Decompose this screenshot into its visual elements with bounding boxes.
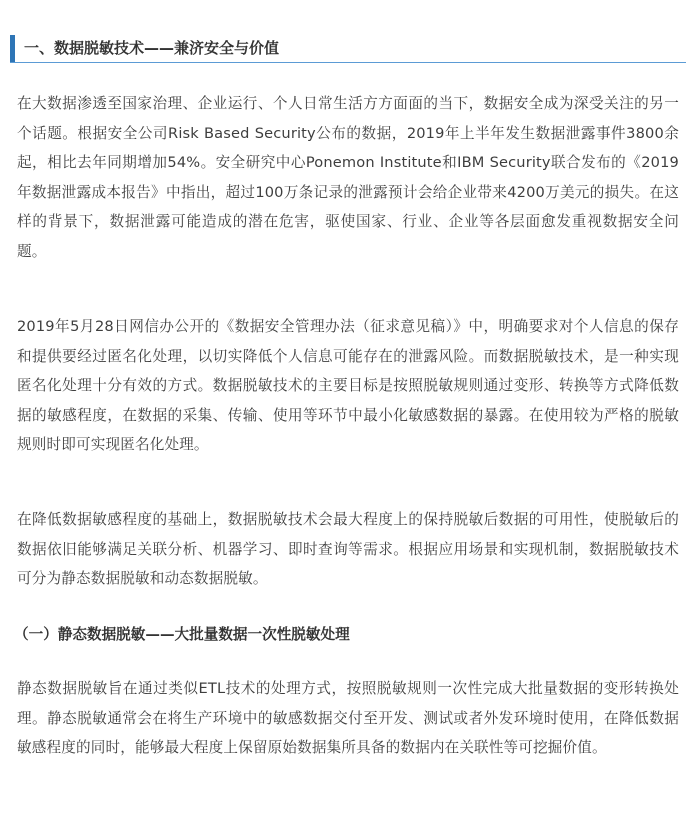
section-title: 一、数据脱敏技术——兼济安全与价值 [24, 39, 280, 57]
paragraph-data-masking-definition: 2019年5月28日网信办公开的《数据安全管理办法（征求意见稿）》中，明确要求对个人信息的保存和提供要经过匿名化处理，以切实降低个人信息可能存在的泄露风险。而数据脱敏技术，是一种实现匿名化处理十分有效的方式。数据脱敏技术的主要目标是按照脱敏规则通过变形、转换等方式降低数据的敏感程度，在数据的采集、传输、使用等环节中最小化敏感数据的暴露。在使用较为严格的脱敏规则时即可实现匿名化处理。 [17, 318, 679, 453]
paragraph-data-security-background: 在大数据渗透至国家治理、企业运行、个人日常生活方方面面的当下，数据安全成为深受关注的另一个话题。根据安全公司Risk Based Security公布的数据，2019年上半年发生数据泄露事件3800余起，相比去年同期增加54%。安全研究中心Ponemon Institute和IBM Security联合发布的《2019年数据泄露成本报告》中指出，超过100万条记录的泄露预计会给企业带来4200万美元的损失。在这样的背景下，数据泄露可能造成的潜在危害，驱使国家、行业、企业等各层面愈发重视数据安全问题。 [17, 95, 679, 260]
subsection-heading-static-masking: （一）静态数据脱敏——大批量数据一次性脱敏处理 [14, 626, 350, 643]
paragraph-data-masking-types: 在降低数据敏感程度的基础上，数据脱敏技术会最大程度上的保持脱敏后数据的可用性，使脱敏后的数据依旧能够满足关联分析、机器学习、即时查询等需求。根据应用场景和实现机制，数据脱敏技术可分为静态数据脱敏和动态数据脱敏。 [17, 511, 679, 587]
section-accent-bar [10, 35, 15, 62]
paragraph-static-masking: 静态数据脱敏旨在通过类似ETL技术的处理方式，按照脱敏规则一次性完成大批量数据的变形转换处理。静态脱敏通常会在将生产环境中的敏感数据交付至开发、测试或者外发环境时使用，在降低数据敏感程度的同时，能够最大程度上保留原始数据集所具备的数据内在关联性等可挖掘价值。 [17, 680, 679, 756]
section-header [10, 35, 686, 63]
